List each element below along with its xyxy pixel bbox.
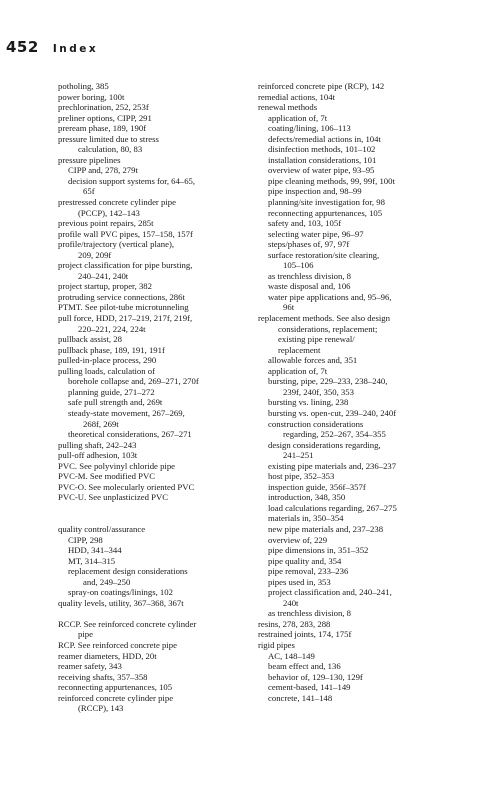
index-entry: CIPP and, 278, 279t — [68, 165, 138, 176]
entry-spacer — [58, 513, 246, 524]
index-entry: calculation, 80, 83 — [78, 144, 143, 155]
index-entry: pullback phase, 189, 191, 191f — [58, 344, 165, 355]
index-entry: surface restoration/site clearing, — [268, 249, 380, 260]
index-entry: waste disposal and, 106 — [268, 281, 351, 292]
index-entry: materials in, 350–354 — [268, 513, 344, 524]
index-entry: pressure pipelines — [58, 154, 121, 165]
index-entry: planning/site investigation for, 98 — [268, 197, 385, 208]
index-entry: replacement — [278, 344, 321, 355]
index-entry: pipe cleaning methods, 99, 99f, 100t — [268, 175, 395, 186]
index-entry: AC, 148–149 — [268, 650, 315, 661]
index-entry: bursting vs. open-cut, 239–240, 240f — [268, 407, 397, 418]
index-entry: reamer safety, 343 — [58, 661, 122, 672]
index-entry: pulling loads, calculation of — [58, 365, 155, 376]
index-entry: reinforced concrete pipe (RCP), 142 — [258, 81, 385, 91]
index-entry: pulled-in-place process, 290 — [58, 355, 157, 366]
index-entry: replacement design considerations — [68, 566, 188, 577]
index-entry: 65f — [83, 186, 95, 197]
index-entry: 240t — [283, 597, 299, 608]
index-entry: new pipe materials and, 237–238 — [268, 523, 384, 534]
index-entry: protruding service connections, 286t — [58, 291, 185, 302]
index-entry: design considerations regarding, — [268, 439, 381, 450]
index-entry: MT, 314–315 — [68, 555, 116, 566]
index-entry: PVC-U. See unplasticized PVC — [58, 492, 169, 503]
index-entry: coating/lining, 106–113 — [268, 123, 351, 134]
index-entry: behavior of, 129–130, 129f — [268, 671, 363, 682]
index-entry: reconnecting appurtenances, 105 — [58, 682, 173, 693]
index-entry: theoretical considerations, 267–271 — [68, 429, 192, 440]
index-entry: disinfection methods, 101–102 — [268, 144, 376, 155]
index-entry: planning guide, 271–272 — [68, 386, 155, 397]
index-entry: as trenchless division, 8 — [268, 270, 352, 281]
index-entry: HDD, 341–344 — [68, 545, 122, 556]
index-entry: reamer diameters, HDD, 20t — [58, 650, 157, 661]
entry-spacer — [58, 503, 246, 514]
index-entry: reconnecting appurtenances, 105 — [268, 207, 383, 218]
index-entry: quality levels, utility, 367–368, 367t — [58, 597, 184, 608]
page-number: 452 — [6, 38, 39, 56]
index-entry: pullback assist, 28 — [58, 334, 122, 345]
index-entry: PTMT. See pilot-tube microtunneling — [58, 302, 189, 313]
index-entry: pulling shaft, 242–243 — [58, 439, 137, 450]
index-entry: PVC-O. See molecularly oriented PVC — [58, 481, 195, 492]
index-entry: 239f, 240f, 350, 353 — [283, 386, 354, 397]
index-entry: and, 249–250 — [83, 576, 131, 587]
index-entry: 241–251 — [283, 450, 314, 461]
index-entry: PVC. See polyvinyl chloride pipe — [58, 460, 176, 471]
index-entry: existing pipe materials and, 236–237 — [268, 460, 397, 471]
index-entry: pipe — [78, 629, 93, 640]
index-entry: renewal methods — [258, 102, 318, 113]
index-entry: rigid pipes — [258, 639, 295, 650]
index-entry: 240–241, 240t — [78, 270, 129, 281]
index-entry: considerations, replacement; — [278, 323, 378, 334]
index-entry: spray-on coatings/linings, 102 — [68, 587, 173, 598]
index-entry: overview of water pipe, 93–95 — [268, 165, 375, 176]
index-entry: installation considerations, 101 — [268, 154, 377, 165]
index-entry: construction considerations — [268, 418, 364, 429]
index-entry: restrained joints, 174, 175f — [258, 629, 352, 640]
index-entry: safety and, 103, 105f — [268, 218, 342, 229]
index-entry: defects/remedial actions in, 104t — [268, 133, 381, 144]
index-entry: application of, 7t — [268, 112, 328, 123]
index-entry: bursting vs. lining, 238 — [268, 397, 349, 408]
index-entry: steady-state movement, 267–269, — [68, 407, 185, 418]
index-entry: RCCP. See reinforced concrete cylinder — [58, 618, 197, 629]
index-entry: quality control/assurance — [58, 523, 146, 534]
index-entry: 209, 209f — [78, 249, 112, 260]
index-entry: CIPP, 298 — [68, 534, 103, 545]
index-entry: preream phase, 189, 190f — [58, 123, 147, 134]
running-head: Index — [52, 43, 99, 55]
index-entry: profile wall PVC pipes, 157–158, 157f — [58, 228, 193, 239]
index-entry: pipe dimensions in, 351–352 — [268, 545, 369, 556]
index-entry: prestressed concrete cylinder pipe — [58, 197, 176, 208]
index-entry: pull force, HDD, 217–219, 217f, 219f, — [58, 313, 193, 324]
index-entry: pipe quality and, 354 — [268, 555, 342, 566]
index-entry: steps/phases of, 97, 97f — [268, 239, 350, 250]
index-entry: project classification for pipe bursting, — [58, 260, 193, 271]
index-entry: bursting, pipe, 229–233, 238–240, — [268, 376, 388, 387]
index-entry: safe pull strength and, 269t — [68, 397, 163, 408]
index-entry: pipe inspection and, 98–99 — [268, 186, 362, 197]
index-entry: overview of, 229 — [268, 534, 328, 545]
index-entry: borehole collapse and, 269–271, 270f — [68, 376, 199, 387]
index-entry: (RCCP), 143 — [78, 703, 124, 714]
index-entry: pressure limited due to stress — [58, 133, 159, 144]
index-column-left — [58, 81, 246, 714]
index-entry: selecting water pipe, 96–97 — [268, 228, 364, 239]
index-entry: potholing, 385 — [58, 81, 109, 91]
index-entry: load calculations regarding, 267–275 — [268, 502, 397, 513]
index-entry: existing pipe renewal/ — [278, 334, 355, 345]
index-entry: pull-off adhesion, 103t — [58, 450, 138, 461]
index-entry: receiving shafts, 357–358 — [58, 671, 148, 682]
index-entry: regarding, 252–267, 354–355 — [283, 429, 386, 440]
index-entry: pipe removal, 233–236 — [268, 566, 349, 577]
index-entry: replacement methods. See also design — [258, 313, 390, 324]
index-entry: profile/trajectory (vertical plane), — [58, 239, 175, 250]
index-entry: power boring, 100t — [58, 91, 125, 102]
index-entry: allowable forces and, 351 — [268, 355, 358, 366]
index-entry: 105–106 — [283, 260, 314, 271]
index-column-right — [258, 81, 460, 703]
index-entry: 96t — [283, 302, 295, 313]
index-entry: (PCCP), 142–143 — [78, 207, 140, 218]
index-entry: 268f, 269t — [83, 418, 119, 429]
index-entry: as trenchless division, 8 — [268, 608, 352, 619]
entry-spacer — [58, 608, 246, 619]
index-entry: 220–221, 224, 224t — [78, 323, 146, 334]
index-entry: inspection guide, 356f–357f — [268, 481, 366, 492]
index-entry: remedial actions, 104t — [258, 91, 335, 102]
index-entry: project startup, proper, 382 — [58, 281, 152, 292]
page-header — [6, 38, 98, 58]
index-entry: PVC-M. See modified PVC — [58, 471, 156, 482]
index-entry: prechlorination, 252, 253f — [58, 102, 149, 113]
index-entry: reinforced concrete cylinder pipe — [58, 692, 174, 703]
index-entry: RCP. See reinforced concrete pipe — [58, 639, 177, 650]
index-entry: cement-based, 141–149 — [268, 682, 351, 693]
index-entry: host pipe, 352–353 — [268, 471, 335, 482]
index-entry: previous point repairs, 285t — [58, 218, 154, 229]
index-entry: pipes used in, 353 — [268, 576, 331, 587]
index-entry: beam effect and, 136 — [268, 661, 341, 672]
index-entry: resins, 278, 283, 288 — [258, 618, 331, 629]
index-entry: application of, 7t — [268, 365, 328, 376]
index-entry: water pipe applications and, 95–96, — [268, 291, 392, 302]
index-entry: preliner options, CIPP, 291 — [58, 112, 152, 123]
index-entry: decision support systems for, 64–65, — [68, 175, 196, 186]
index-entry: concrete, 141–148 — [268, 692, 333, 703]
index-entry: introduction, 348, 350 — [268, 492, 346, 503]
index-entry: project classification and, 240–241, — [268, 587, 392, 598]
